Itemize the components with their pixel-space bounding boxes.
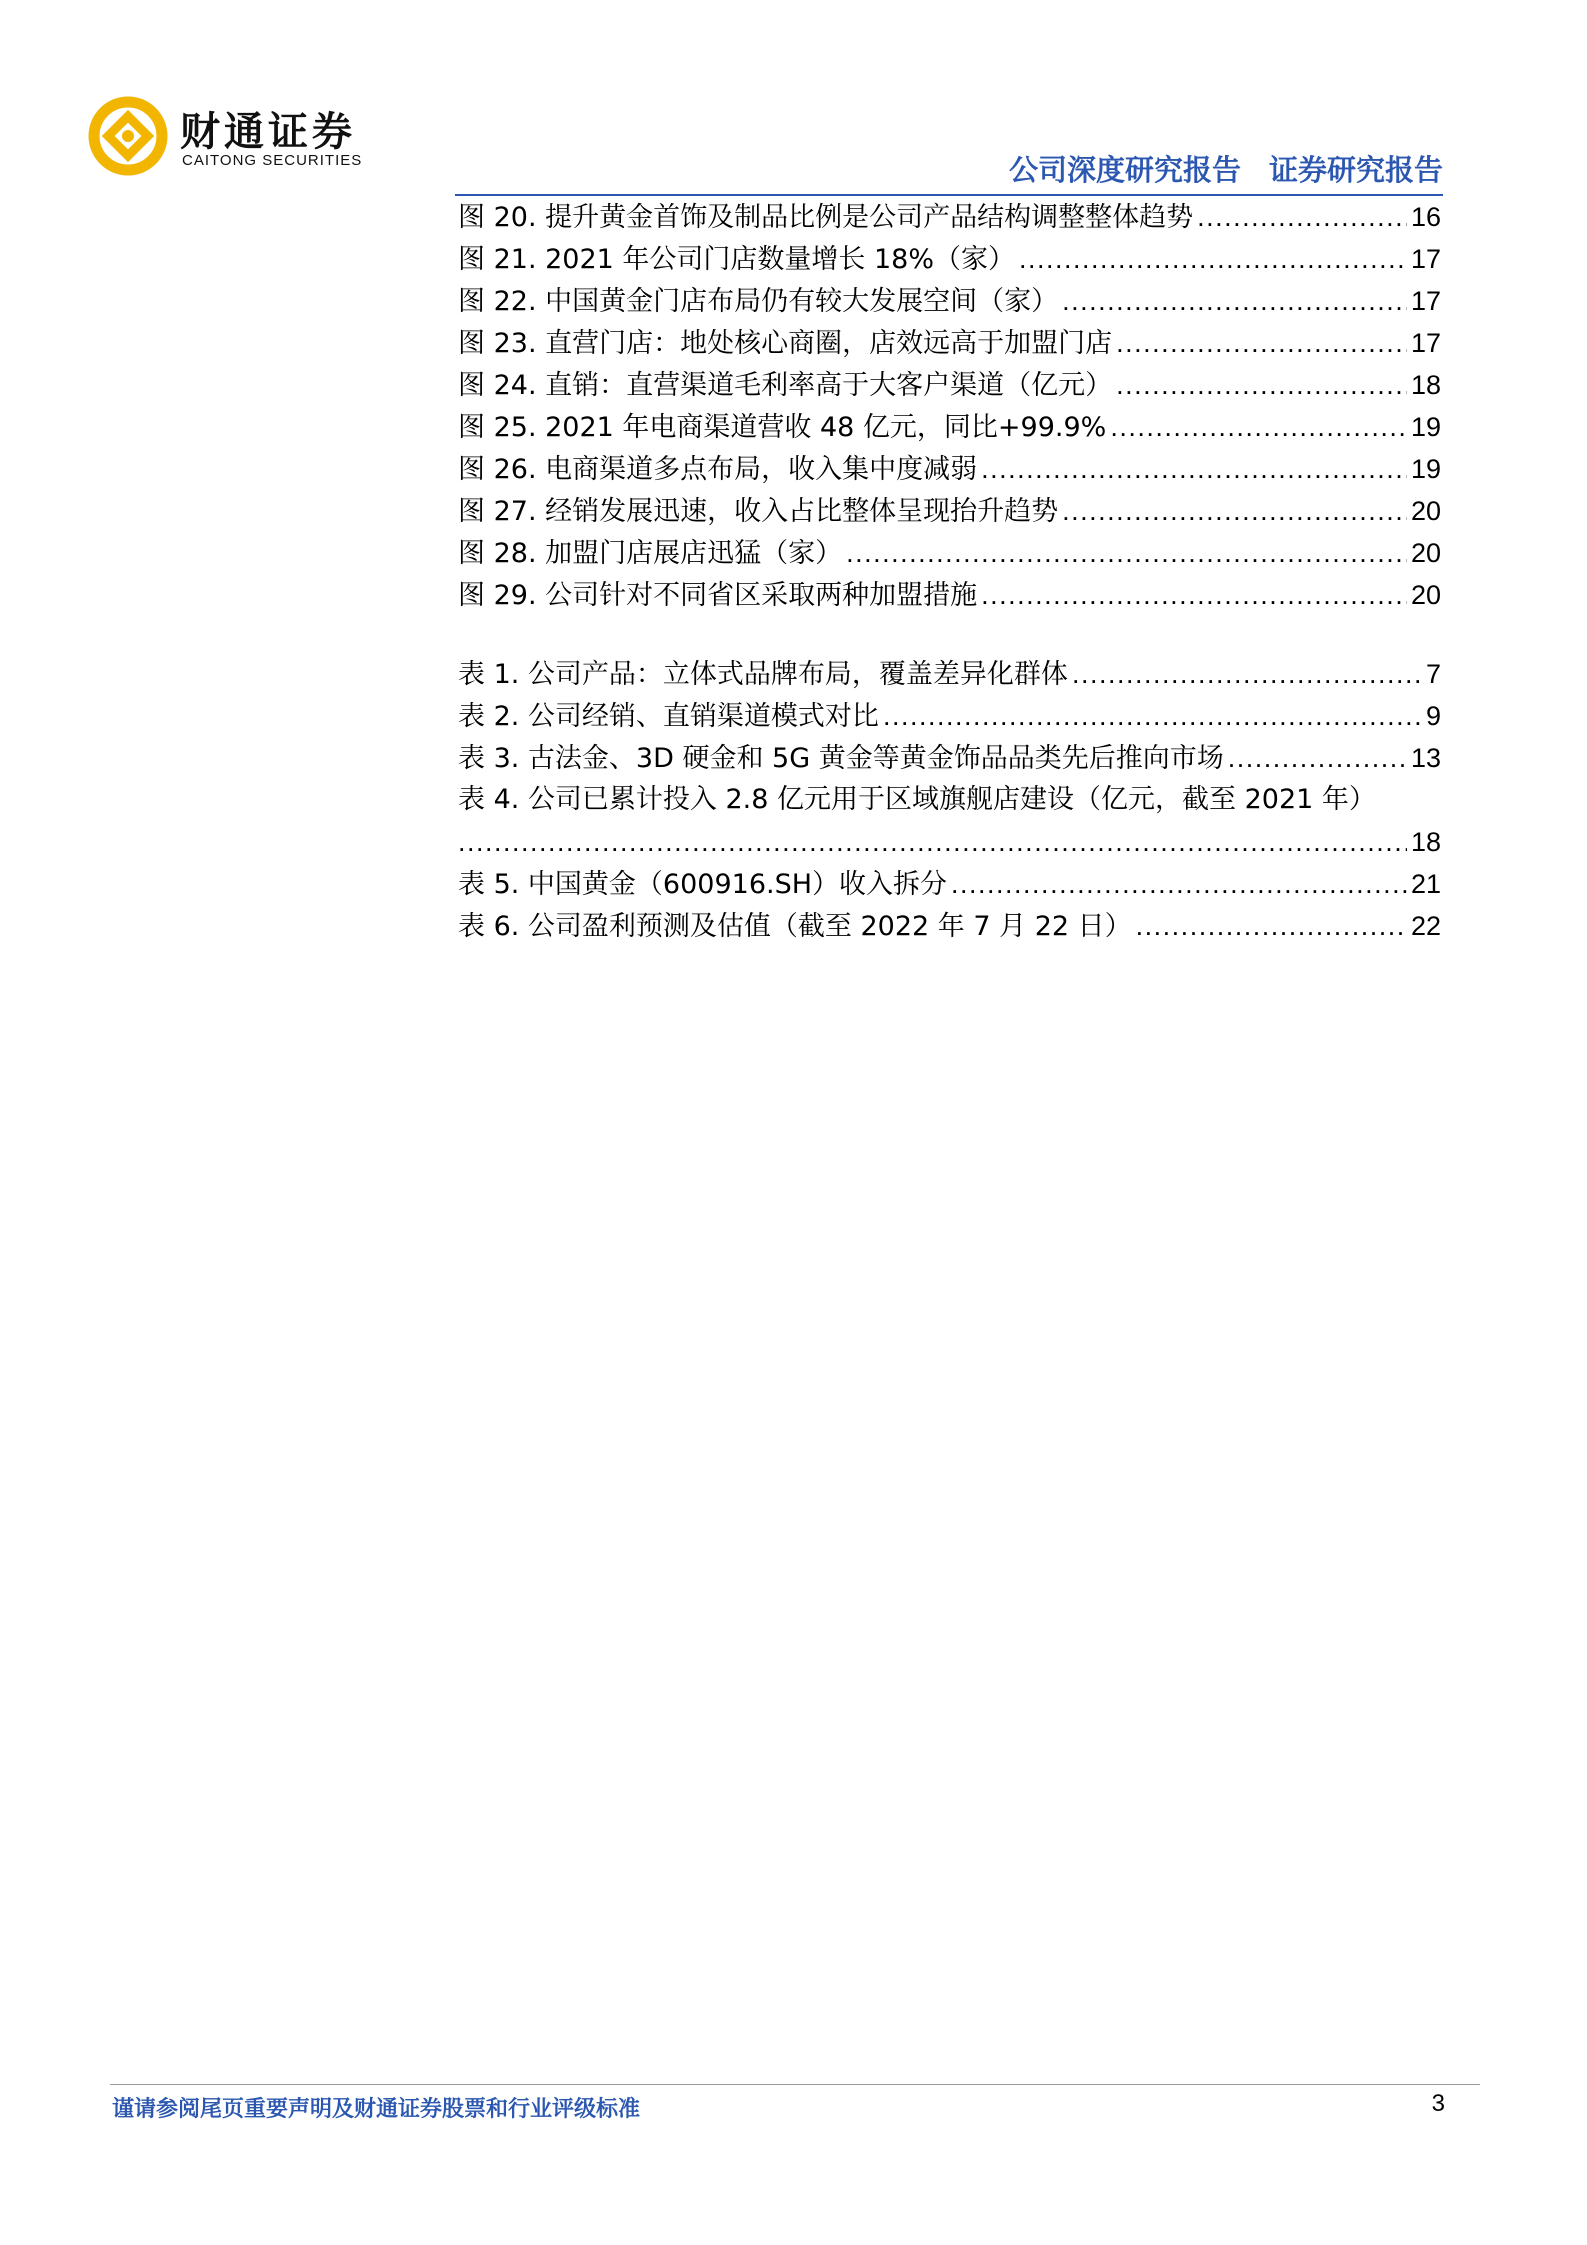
toc-leader xyxy=(1062,490,1407,532)
toc-entry-page: 19 xyxy=(1410,412,1441,442)
toc-leader xyxy=(883,695,1422,737)
toc-entry[interactable] xyxy=(458,406,1441,448)
toc-leader xyxy=(981,574,1407,616)
toc-entry[interactable] xyxy=(458,280,1441,322)
toc-leader xyxy=(1116,364,1407,406)
toc-entry-page: 21 xyxy=(1410,869,1441,899)
toc-entry-label: 图 24. 直销：直营渠道毛利率高于大客户渠道（亿元） xyxy=(458,370,1113,401)
toc-entry-label: 图 23. 直营门店：地处核心商圈，店效远高于加盟门店 xyxy=(458,328,1113,359)
toc-entry-page: 16 xyxy=(1410,202,1441,232)
toc-entry-page: 20 xyxy=(1410,580,1441,610)
toc-entry-label: 图 22. 中国黄金门店布局仍有较大发展空间（家） xyxy=(458,286,1059,317)
toc-entry-page: 17 xyxy=(1410,328,1441,358)
report-header xyxy=(1009,148,1443,189)
toc-leader xyxy=(981,448,1407,490)
page-number: 3 xyxy=(1431,2090,1445,2117)
report-type: 公司深度研究报告 xyxy=(1008,153,1241,187)
toc-entry[interactable] xyxy=(458,863,1441,905)
toc-leader xyxy=(1019,238,1407,280)
toc-entry[interactable] xyxy=(458,695,1441,737)
table-list xyxy=(458,653,1441,947)
toc-leader xyxy=(951,863,1407,905)
toc-entry-page: 20 xyxy=(1410,496,1441,526)
toc-entry-page: 18 xyxy=(1410,370,1441,400)
toc-entry-page: 18 xyxy=(1410,827,1441,857)
toc-entry[interactable] xyxy=(458,532,1441,574)
toc-entry-page: 22 xyxy=(1410,911,1441,941)
caitong-logo-icon xyxy=(88,96,168,176)
toc-entry-label: 表 4. 公司已累计投入 2.8 亿元用于区域旗舰店建设（亿元，截至 2021 年） xyxy=(458,784,1376,815)
toc-entry-page: 7 xyxy=(1425,659,1441,689)
toc-leader xyxy=(1228,737,1407,779)
toc-entry[interactable] xyxy=(458,737,1441,779)
toc-leader xyxy=(1072,653,1422,695)
toc-entry-continuation[interactable] xyxy=(458,821,1441,863)
toc-entry[interactable] xyxy=(458,490,1441,532)
toc-entry-label: 图 26. 电商渠道多点布局，收入集中度减弱 xyxy=(458,454,978,485)
toc-leader xyxy=(458,821,1407,863)
toc-entry[interactable] xyxy=(458,238,1441,280)
logo-name-en: CAITONG SECURITIES xyxy=(182,152,363,169)
toc-entry-page: 17 xyxy=(1410,244,1441,274)
toc-entry-label: 图 21. 2021 年公司门店数量增长 18%（家） xyxy=(458,244,1015,275)
company-logo xyxy=(88,96,428,192)
toc-entry-label: 表 2. 公司经销、直销渠道模式对比 xyxy=(458,701,879,732)
toc-entry[interactable] xyxy=(458,653,1441,695)
toc-entry-label: 表 3. 古法金、3D 硬金和 5G 黄金等黄金饰品品类先后推向市场 xyxy=(458,743,1224,774)
toc-entry[interactable] xyxy=(458,322,1441,364)
toc-leader xyxy=(1197,196,1407,238)
footer-divider xyxy=(110,2084,1480,2085)
toc-leader xyxy=(1136,905,1407,947)
toc-entry-page: 20 xyxy=(1410,538,1441,568)
toc-entry[interactable] xyxy=(458,196,1441,238)
toc-entry[interactable] xyxy=(458,448,1441,490)
toc-leader xyxy=(1062,280,1407,322)
toc-entry-label: 表 5. 中国黄金（600916.SH）收入拆分 xyxy=(458,869,948,900)
report-category: 证券研究报告 xyxy=(1268,153,1443,187)
toc-entry[interactable] xyxy=(458,574,1441,616)
toc-entry-page: 19 xyxy=(1410,454,1441,484)
toc-entry-page: 9 xyxy=(1425,701,1441,731)
toc-leader xyxy=(1116,322,1407,364)
toc-entry-label: 表 1. 公司产品：立体式品牌布局，覆盖差异化群体 xyxy=(458,659,1068,690)
footer-disclaimer-link[interactable]: 谨请参阅尾页重要声明及财通证券股票和行业评级标准 xyxy=(112,2097,641,2122)
toc-entry-label: 图 25. 2021 年电商渠道营收 48 亿元，同比+99.9% xyxy=(458,412,1107,443)
toc-entry[interactable] xyxy=(458,364,1441,406)
toc-entry[interactable] xyxy=(458,905,1441,947)
figure-list xyxy=(458,196,1441,616)
toc-entry-label: 图 27. 经销发展迅速，收入占比整体呈现抬升趋势 xyxy=(458,496,1059,527)
toc-entry-label: 图 20. 提升黄金首饰及制品比例是公司产品结构调整整体趋势 xyxy=(458,202,1194,233)
toc-entry[interactable] xyxy=(458,779,1441,821)
toc-entry-label: 表 6. 公司盈利预测及估值（截至 2022 年 7 月 22 日） xyxy=(458,911,1132,942)
toc-leader xyxy=(1110,406,1407,448)
toc-entry-page: 13 xyxy=(1410,743,1441,773)
toc-entry-label: 图 28. 加盟门店展店迅猛（家） xyxy=(458,538,843,569)
logo-name-cn: 财通证券 xyxy=(180,109,356,155)
toc-entry-label: 图 29. 公司针对不同省区采取两种加盟措施 xyxy=(458,580,978,611)
toc-entry-page: 17 xyxy=(1410,286,1441,316)
toc-leader xyxy=(846,532,1407,574)
